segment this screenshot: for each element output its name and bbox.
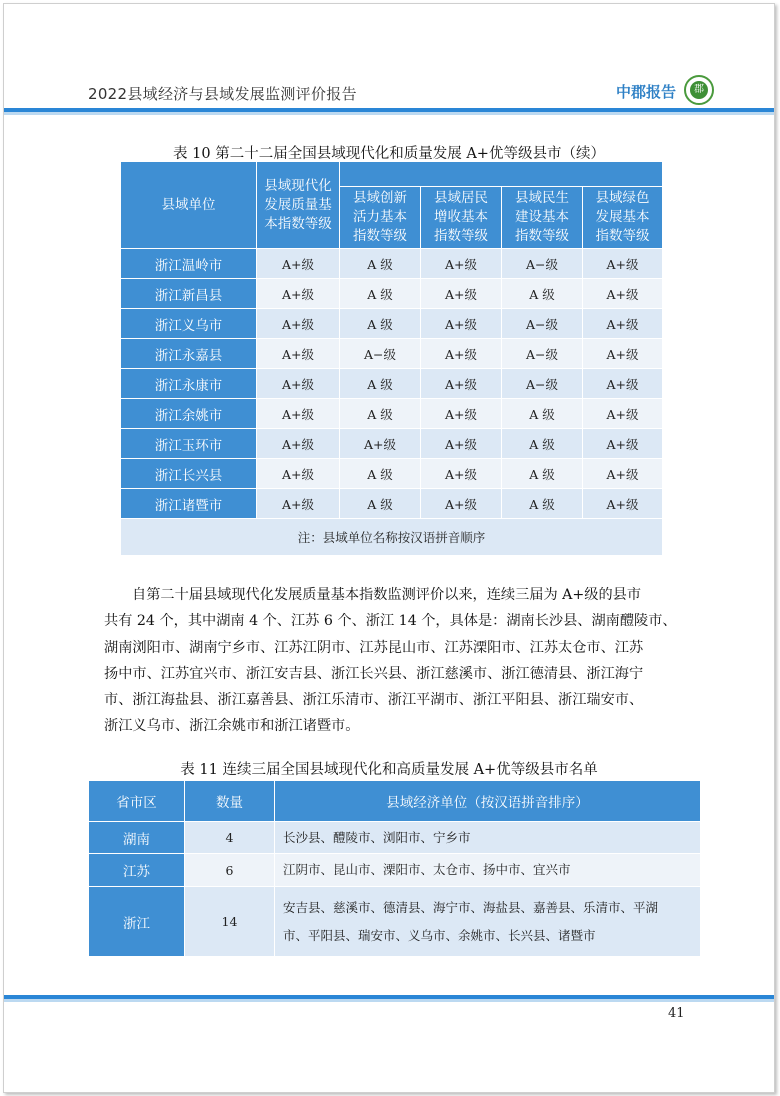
table-cell: A+级 bbox=[421, 309, 502, 339]
table-cell: A−级 bbox=[502, 369, 583, 399]
header-rule-light bbox=[4, 112, 774, 115]
table10 bbox=[120, 161, 663, 556]
table-row bbox=[121, 339, 663, 369]
table-cell-count: 4 bbox=[185, 822, 275, 854]
table10-header-spacer bbox=[340, 162, 663, 187]
table-cell: A+级 bbox=[421, 399, 502, 429]
table-cell: A 级 bbox=[340, 459, 421, 489]
table-cell: A 级 bbox=[340, 279, 421, 309]
table10-note: 注：县域单位名称按汉语拼音顺序 bbox=[121, 519, 663, 556]
table-cell: A+级 bbox=[421, 249, 502, 279]
table-cell: A 级 bbox=[340, 249, 421, 279]
paragraph-line: 市、浙江海盐县、浙江嘉善县、浙江乐清市、浙江平湖市、浙江平阳县、浙江瑞安市、 bbox=[104, 692, 644, 709]
table-cell-county: 浙江义乌市 bbox=[121, 309, 257, 339]
table-cell: A+级 bbox=[583, 399, 663, 429]
table10-caption: 表 10 第二十二届全国县域现代化和质量发展 A+优等级县市（续） bbox=[173, 146, 605, 162]
table-cell: A+级 bbox=[257, 339, 340, 369]
table-cell-count: 14 bbox=[185, 887, 275, 957]
table10-header-quality: 县域现代化 发展质量基 本指数等级 bbox=[257, 162, 340, 249]
table-cell: A−级 bbox=[340, 339, 421, 369]
table-cell: A+级 bbox=[257, 489, 340, 519]
table-cell: A+级 bbox=[340, 429, 421, 459]
page-number: 41 bbox=[668, 1006, 685, 1021]
table-cell-province: 江苏 bbox=[89, 854, 185, 887]
brand-logo bbox=[684, 75, 714, 105]
table-cell: A+级 bbox=[583, 369, 663, 399]
table-row bbox=[121, 429, 663, 459]
paragraph-line: 湖南浏阳市、湖南宁乡市、江苏江阴市、江苏昆山市、江苏溧阳市、江苏太仓市、江苏 bbox=[104, 639, 644, 656]
footer-rule-light bbox=[4, 999, 774, 1002]
table-row bbox=[89, 854, 701, 887]
table-cell: A+级 bbox=[421, 459, 502, 489]
table-cell: A+级 bbox=[257, 309, 340, 339]
table-row bbox=[121, 369, 663, 399]
table-cell-county: 浙江永康市 bbox=[121, 369, 257, 399]
table10-note-row bbox=[121, 519, 663, 556]
table-row bbox=[89, 822, 701, 854]
table-cell-county: 浙江新昌县 bbox=[121, 279, 257, 309]
table-cell: A+级 bbox=[421, 279, 502, 309]
table-cell: A 级 bbox=[502, 489, 583, 519]
table-cell-county: 浙江温岭市 bbox=[121, 249, 257, 279]
table-cell: A+级 bbox=[421, 369, 502, 399]
table10-header-livelihood: 县域民生 建设基本 指数等级 bbox=[502, 187, 583, 249]
table-row bbox=[121, 279, 663, 309]
table11-caption: 表 11 连续三届全国县域现代化和高质量发展 A+优等级县市名单 bbox=[180, 762, 598, 778]
table11-header-units: 县域经济单位（按汉语拼音排序） bbox=[275, 781, 701, 822]
table-row bbox=[89, 887, 701, 957]
table-cell-province: 浙江 bbox=[89, 887, 185, 957]
table11 bbox=[88, 780, 701, 957]
table-cell-county: 浙江余姚市 bbox=[121, 399, 257, 429]
table-cell: A+级 bbox=[257, 429, 340, 459]
table-cell: A 级 bbox=[502, 399, 583, 429]
table-cell: A 级 bbox=[502, 279, 583, 309]
running-header-title: 2022县域经济与县域发展监测评价报告 bbox=[88, 85, 357, 103]
table-cell: A 级 bbox=[502, 429, 583, 459]
body-paragraph bbox=[104, 582, 692, 740]
table-cell: A+级 bbox=[583, 339, 663, 369]
table-row bbox=[121, 309, 663, 339]
table-cell-count: 6 bbox=[185, 854, 275, 887]
table-cell-units: 江阴市、昆山市、溧阳市、太仓市、扬中市、宜兴市 bbox=[275, 854, 701, 887]
table-row bbox=[121, 399, 663, 429]
table10-header-income: 县域居民 增收基本 指数等级 bbox=[421, 187, 502, 249]
table-cell: A+级 bbox=[583, 489, 663, 519]
brand-name: 中郡报告 bbox=[616, 83, 677, 101]
report-page bbox=[3, 3, 775, 1093]
table-cell-units: 安吉县、慈溪市、德清县、海宁市、海盐县、嘉善县、乐清市、平湖 市、平阳县、瑞安市、义乌市、余姚市、长兴县、诸暨市 bbox=[275, 887, 701, 957]
table11-header-count: 数量 bbox=[185, 781, 275, 822]
table-cell-units: 长沙县、醴陵市、浏阳市、宁乡市 bbox=[275, 822, 701, 854]
table10-header-green: 县域绿色 发展基本 指数等级 bbox=[583, 187, 663, 249]
table-row bbox=[121, 459, 663, 489]
table-cell: A−级 bbox=[502, 309, 583, 339]
table-cell: A 级 bbox=[340, 369, 421, 399]
table-cell: A+级 bbox=[583, 429, 663, 459]
table-cell: A+级 bbox=[257, 279, 340, 309]
table-cell: A+级 bbox=[257, 369, 340, 399]
table10-header-innovation: 县域创新 活力基本 指数等级 bbox=[340, 187, 421, 249]
table-cell: A 级 bbox=[340, 399, 421, 429]
table-cell: A 级 bbox=[502, 459, 583, 489]
paragraph-line: 扬中市、江苏宜兴市、浙江安吉县、浙江长兴县、浙江慈溪市、浙江德清县、浙江海宁 bbox=[104, 665, 644, 682]
table-cell: A+级 bbox=[421, 429, 502, 459]
table-cell-county: 浙江长兴县 bbox=[121, 459, 257, 489]
paragraph-line: 浙江义乌市、浙江余姚市和浙江诸暨市。 bbox=[104, 718, 360, 735]
table-cell: A+级 bbox=[257, 459, 340, 489]
table-cell: A+级 bbox=[421, 489, 502, 519]
table-cell: A+级 bbox=[583, 459, 663, 489]
table-cell: A+级 bbox=[421, 339, 502, 369]
table-row bbox=[121, 489, 663, 519]
table-cell: A+级 bbox=[583, 249, 663, 279]
table-cell: A−级 bbox=[502, 339, 583, 369]
table-cell-county: 浙江永嘉县 bbox=[121, 339, 257, 369]
table-cell: A 级 bbox=[340, 489, 421, 519]
table-cell-county: 浙江诸暨市 bbox=[121, 489, 257, 519]
table-row bbox=[121, 249, 663, 279]
table-cell: A 级 bbox=[340, 309, 421, 339]
paragraph-line: 共有 24 个，其中湖南 4 个、江苏 6 个、浙江 14 个，具体是：湖南长沙县、湖南醴陵市、 bbox=[104, 613, 677, 630]
table11-header-province: 省市区 bbox=[89, 781, 185, 822]
table-cell-county: 浙江玉环市 bbox=[121, 429, 257, 459]
table-cell: A+级 bbox=[257, 399, 340, 429]
table-cell: A+级 bbox=[583, 279, 663, 309]
table-cell-province: 湖南 bbox=[89, 822, 185, 854]
table-cell: A−级 bbox=[502, 249, 583, 279]
table-cell: A+级 bbox=[257, 249, 340, 279]
table-cell: A+级 bbox=[583, 309, 663, 339]
logo-seal-icon: 郡 bbox=[690, 81, 708, 99]
paragraph-line: 自第二十届县域现代化发展质量基本指数监测评价以来，连续三届为 A+级的县市 bbox=[132, 587, 642, 603]
table10-header-county: 县域单位 bbox=[121, 162, 257, 249]
